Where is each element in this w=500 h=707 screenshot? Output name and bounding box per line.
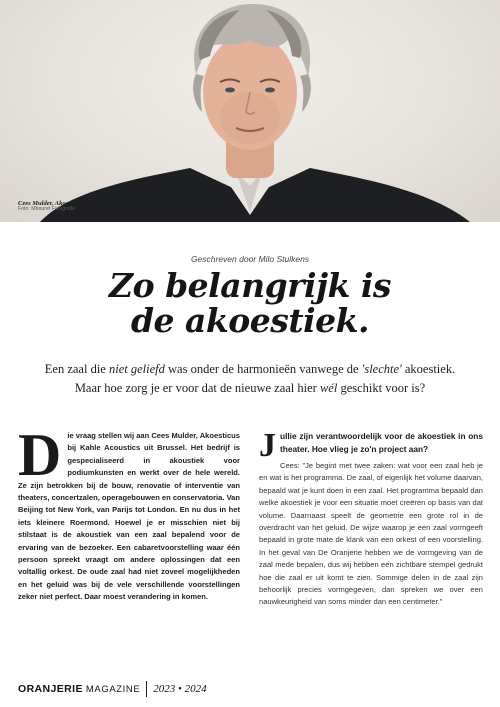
drop-cap: D: [18, 422, 62, 488]
article-column-left: [18, 422, 240, 604]
lead-emphasis: niet geliefd: [108, 362, 165, 376]
lead-text: was onder de harmonieën vanwege de: [164, 362, 362, 376]
intro-paragraph: ie vraag stellen wij aan Cees Mulder, Akoesticus bij Kahle Acoustics uit Brussel. Het bedrijf is gespecialiseerd in akoustiek voor podiumkunsten en werkt over de hele wereld. Ze zijn betrokken bij de bouw, renovatie of interventie van theaters, concertzalen, operagebouwen en conservatoria. Van Beijing tot New York, van Parijs tot London. En nu dus in het iets kleinere Roermond. Hoewel je er misschien niet bij stilstaat is de akoustiek van een zaal bepalend voor de ervaring van de bezoeker. Een cabaretvoorstelling waar één persoon spreekt vraagt om andere oplossingen dat een voltallig orkest. De oude zaal had niet zoveel mogelijkheden en het geluid was bij de vele verschillende voorstellingen zeker niet perfect. Daar moest verandering in komen.: [18, 431, 240, 602]
lead-emphasis: wél: [319, 381, 338, 395]
footer-magazine: MAGAZINE: [85, 683, 141, 695]
lead-text: akoestiek.: [401, 362, 456, 376]
caption-credit: Foto: Mbouret Fotografie: [18, 206, 76, 213]
headline-line-2: de akoestiek.: [130, 301, 370, 340]
caption-name: Cees Mulder, Akoesticus: [18, 200, 84, 207]
lead-emphasis: 'slechte': [361, 362, 402, 376]
headline: [0, 268, 500, 338]
byline: Geschreven door Milo Stulkens: [190, 254, 310, 264]
footer-brand: ORANJERIE: [18, 683, 83, 695]
portrait-photo: [0, 0, 500, 222]
lead-text: Een zaal die: [44, 362, 109, 376]
interview-answer: Cees: "Je begint met twee zaken: wat voor een zaal heb je en wat is het programma. De zaal, of eigenlijk het volume daarvan, bepaald wat je kunt doen in een zaal. Het programma bepaald dan welke akoestiek je voor een situatie moet creëren op basis van dat volume. Daarnaast speelt de geometrie een grote rol in de overdracht van het geluid. De wijze waarop je een zaal vormgeeft bepaald in grote mate de klank van een orkest of een voorstelling. In het geval van De Oranjerie hebben we de vormgeving van de zaal mede bepalen, dus wij hebben een zichtbare stempel gedrukt hoe die zaal er uit komt te zien. Sommige delen in de zaal zijn behoorlijk precies vormgegeven, dan spreken we over een nauwkeurigheid van soms minder dan een centimeter.": [259, 461, 483, 607]
lead-text: geschikt voor is?: [337, 381, 426, 395]
lead-paragraph: [30, 360, 470, 398]
footer-divider: [146, 681, 147, 697]
page-footer: [18, 680, 207, 698]
headline-line-1: Zo belangrijk is: [109, 266, 391, 305]
interview-question: [259, 427, 483, 464]
lead-text: Maar hoe zorg je er voor dat de nieuwe zaal hier: [74, 381, 320, 395]
portrait-illustration: [0, 0, 500, 222]
drop-cap: J: [259, 427, 276, 464]
question-text: ullie zijn verantwoordelijk voor de akoestiek in ons theater. Hoe vlieg je zo'n project aan?: [280, 431, 483, 454]
article-column-right: [259, 427, 483, 609]
photo-caption: [18, 200, 84, 213]
footer-year: 2023 • 2024: [153, 683, 207, 695]
